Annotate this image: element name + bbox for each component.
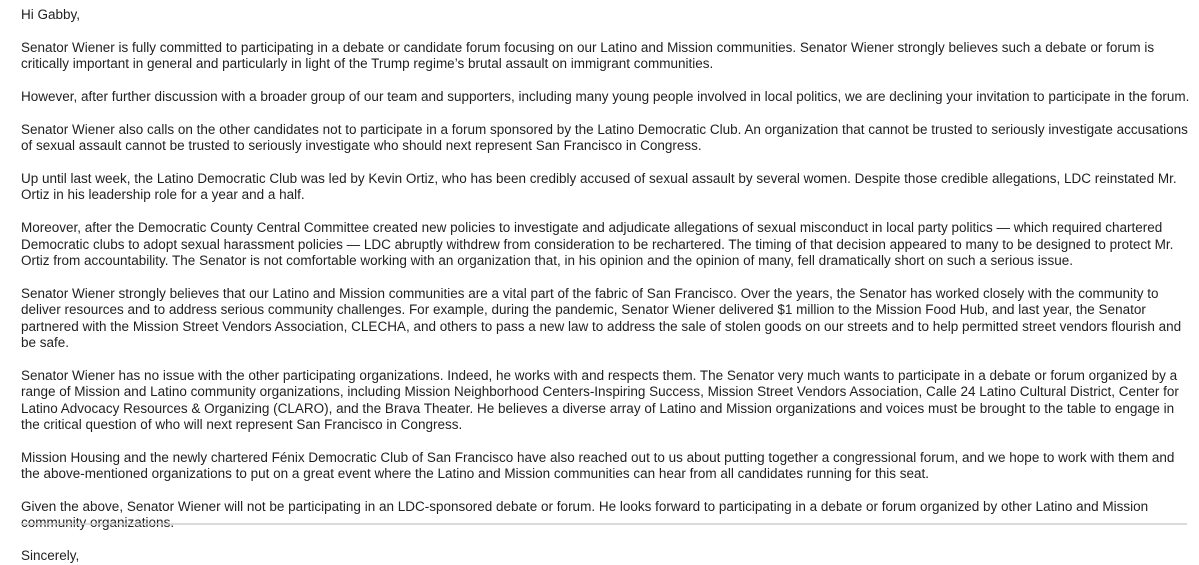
paragraph-conclusion: Given the above, Senator Wiener will not be participating in an LDC-sponsored debate or forum. He looks forward to participating in a debate or forum organized by other Latino and Mission xyxy=(21,499,1149,515)
paragraph-commitment: Senator Wiener is fully committed to participating in a debate or candidate forum focusing on our Latino and Mission communities. Senator Wiener strongly believes such a debate or forum is critically important in general and particularly in light of the Trump regime’s brutal assault on immigrant communities. xyxy=(21,39,1155,72)
paragraph-community-work: Senator Wiener strongly believes that our Latino and Mission communities are a vital part of the fabric of San Francisco. Over the years, the Senator has worked closely with the community to deliver resources and to address serious community challenges. For example, during the pandemic, Senator Wiener delivered $1 million to the Mission Food Hub, and last year, the Senator partnered with the Mission Street Vendors Association, CLECHA, and others to pass a new law to address the sale of stolen goods on our streets and to help permitted street vendors flourish and be safe. xyxy=(21,285,1182,351)
cutoff-text-line xyxy=(21,523,1187,525)
closing: Sincerely, xyxy=(21,548,80,564)
paragraph-declining: However, after further discussion with a broader group of our team and supporters, including many young people involved in local politics, we are declining your invitation to participate in the forum. xyxy=(21,89,1190,104)
paragraph-other-organizations: Senator Wiener has no issue with the other participating organizations. Indeed, he works with and respects them. The Senator very much wants to participate in a debate or forum organized by a range of Mission and Latino community organizations, including Mission Neighborhood Centers-Inspiring Success, Mission Street Vendors Association, Calle 24 Latino Cultural District, Center for Latino Advocacy Resources & Organizing (CLARO), and the Brava Theater. He believes a diverse array of Latino and Mission organizations and voices must be brought to the table to engage in the critical question of who will next represent San Francisco in Congress. xyxy=(21,367,1179,433)
paragraph-calls-on-candidates: Senator Wiener also calls on the other candidates not to participate in a forum sponsored by the Latino Democratic Club. An organization that cannot be trusted to seriously investigate accusations of sexual assault cannot be trusted to seriously investigate who should next represent San Francisco in Congress. xyxy=(21,121,1188,154)
paragraph-dccc-policies: Moreover, after the Democratic County Central Committee created new policies to investigate and adjudicate allegations of sexual misconduct in local party politics — which required chartered Democratic clubs to adopt sexual harassment policies — LDC abruptly withdrew from consideration to be rechartered. The timing of that decision appeared to many to be designed to protect Mr. Ortiz from accountability. The Senator is not comfortable working with an organization that, in his opinion and the opinion of many, fell dramatically short on such a serious issue. xyxy=(21,220,1174,269)
paragraph-ldc-leadership: Up until last week, the Latino Democratic Club was led by Kevin Ortiz, who has been credibly accused of sexual assault by several women. Despite those credible allegations, LDC reinstated Mr. Ortiz in his leadership role for a year and a half. xyxy=(21,171,1177,203)
greeting: Hi Gabby, xyxy=(21,7,81,22)
paragraph-mission-housing: Mission Housing and the newly chartered Fénix Democratic Club of San Francisco have also reached out to us about putting together a congressional forum, and we hope to work with them and the above-mentioned organizations to put on a great event where the Latino and Mission communities can hear from all candidates running for this seat. xyxy=(21,449,1175,482)
